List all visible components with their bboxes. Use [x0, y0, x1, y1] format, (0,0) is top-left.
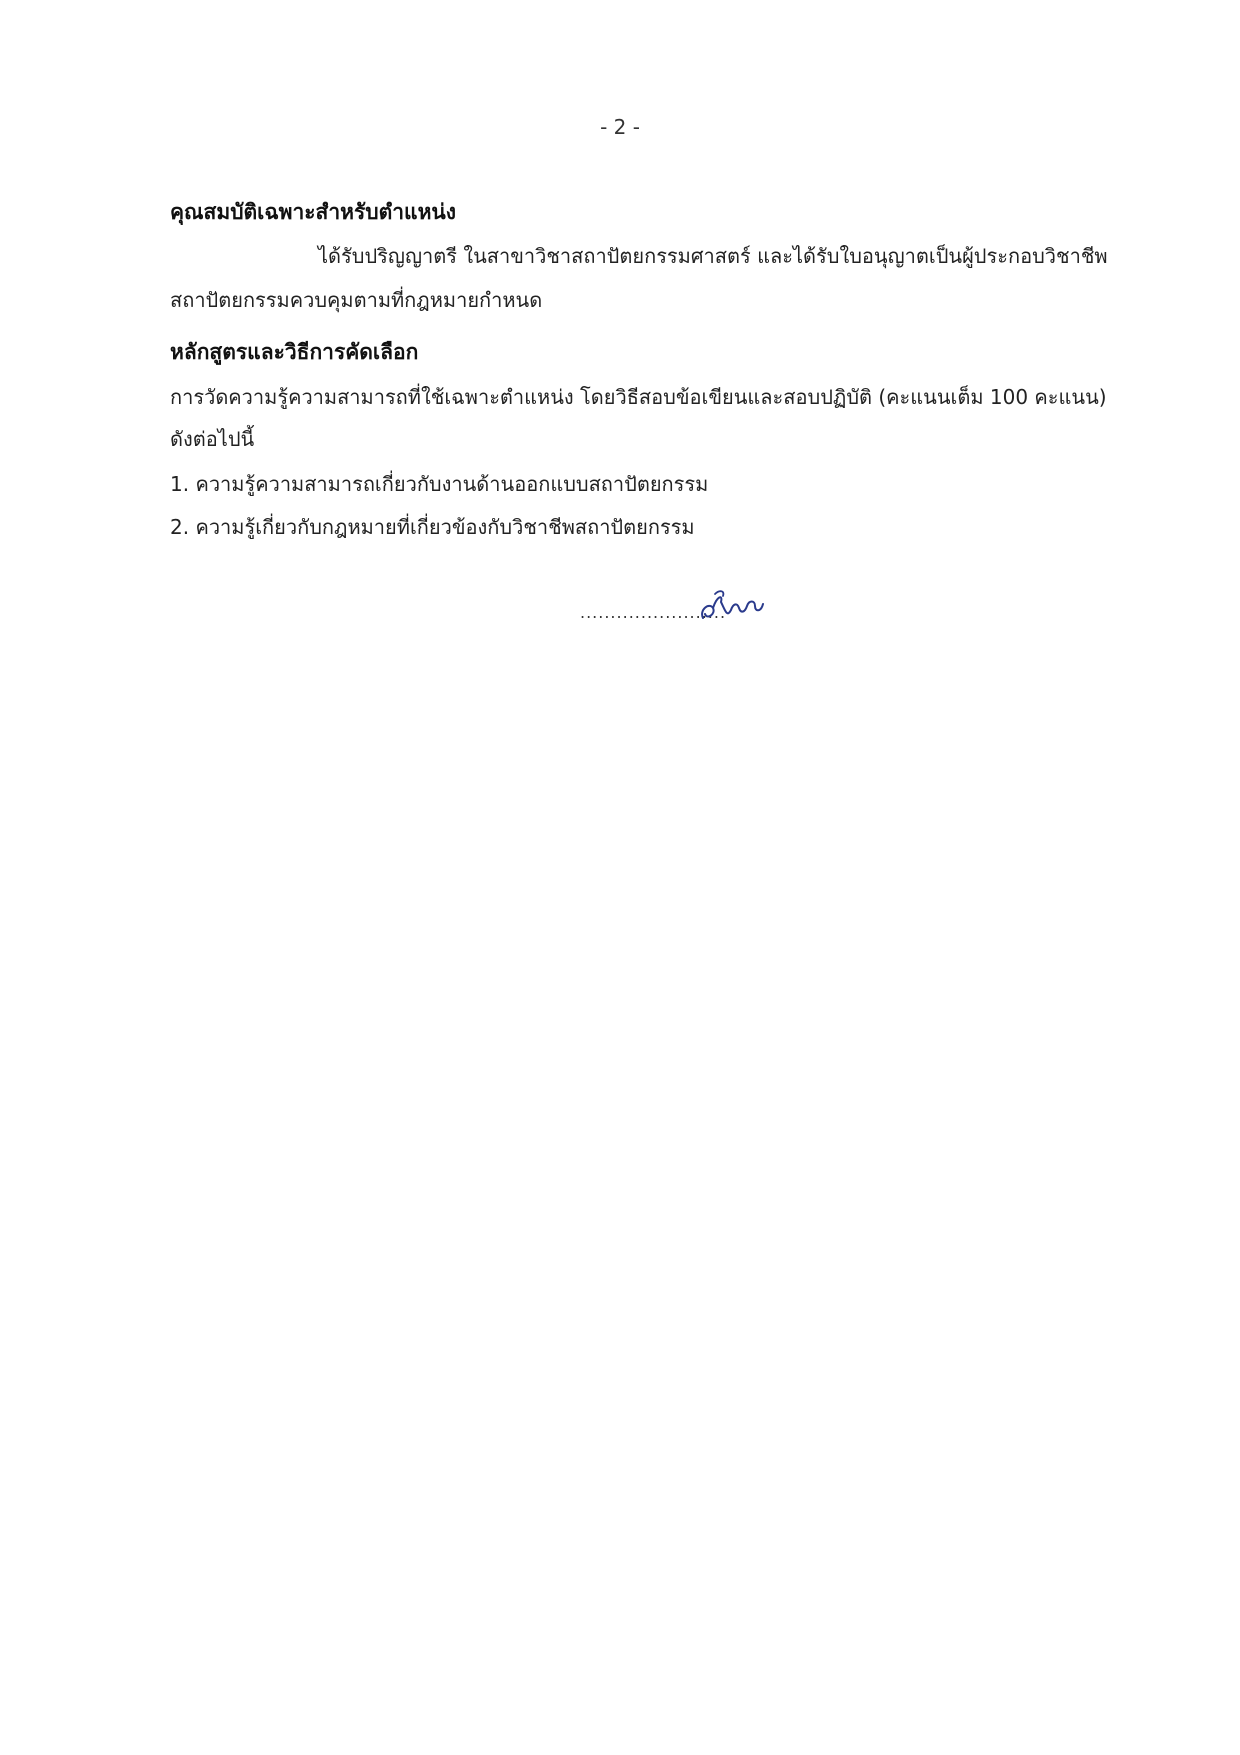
- page-number: - 2 -: [600, 115, 640, 139]
- signature-block: [580, 588, 780, 628]
- selection-item-1: 1. ความรู้ความสามารถเกี่ยวกับงานด้านออกแบบสถาปัตยกรรม: [170, 472, 709, 496]
- signature-flourish: [715, 591, 723, 596]
- signature-stroke: [702, 597, 763, 618]
- selection-item-2: 2. ความรู้เกี่ยวกับกฎหมายที่เกี่ยวข้องกับวิชาชีพสถาปัตยกรรม: [170, 515, 695, 539]
- signature-dots: ........................: [580, 603, 727, 622]
- qualifications-heading: คุณสมบัติเฉพาะสำหรับตำแหน่ง: [170, 200, 457, 224]
- selection-line-2: ดังต่อไปนี้: [170, 427, 255, 451]
- qualifications-line-1: ได้รับปริญญาตรี ในสาขาวิชาสถาปัตยกรรมศาสตร์ และได้รับใบอนุญาตเป็นผู้ประกอบวิชาชีพ: [318, 244, 1108, 268]
- selection-heading: หลักสูตรและวิธีการคัดเลือก: [170, 340, 419, 364]
- selection-line-1: การวัดความรู้ความสามารถที่ใช้เฉพาะตำแหน่ง โดยวิธีสอบข้อเขียนและสอบปฏิบัติ (คะแนนเต็ม 100 คะแนน): [170, 385, 1107, 409]
- handwritten-initials-icon: [695, 588, 775, 628]
- qualifications-line-2: สถาปัตยกรรมควบคุมตามที่กฎหมายกำหนด: [170, 288, 543, 312]
